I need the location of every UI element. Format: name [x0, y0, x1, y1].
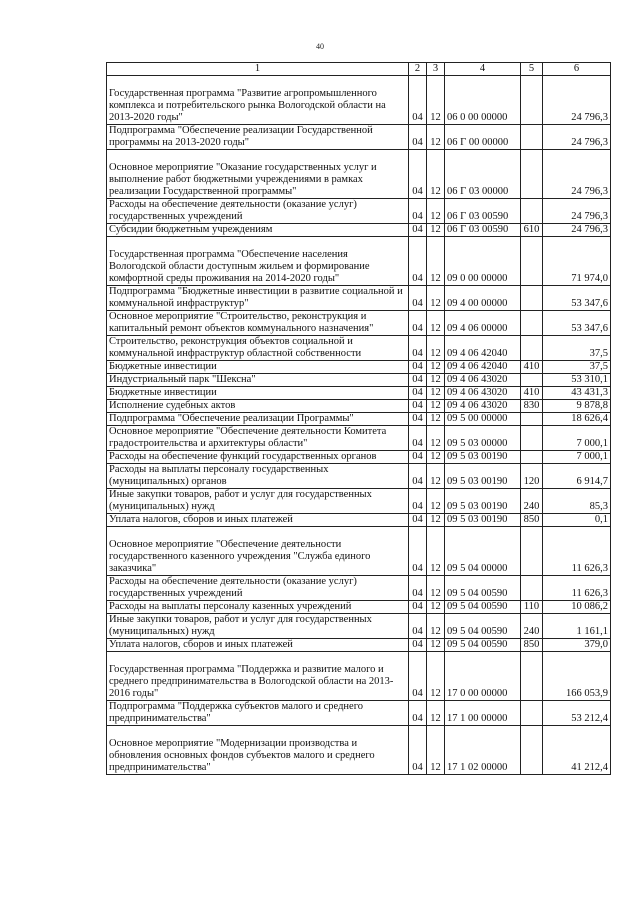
row-name-cell: Иные закупки товаров, работ и услуг для государственных (муниципальных) нужд [107, 489, 409, 514]
row-section-cell: 04 [409, 374, 427, 387]
row-subsection-cell: 12 [427, 426, 445, 451]
row-target-article-cell: 17 0 00 00000 [445, 652, 521, 701]
row-name-cell: Основное мероприятие "Обеспечение деятельности государственного казенного учреждения "Служба единого заказчика" [107, 527, 409, 576]
header-col-2: 2 [409, 63, 427, 76]
row-section-cell: 04 [409, 527, 427, 576]
row-amount-cell: 24 796,3 [543, 150, 611, 199]
page-number: 40 [316, 42, 324, 51]
row-amount-cell: 37,5 [543, 361, 611, 374]
row-subsection-cell: 12 [427, 701, 445, 726]
row-expense-type-cell [521, 527, 543, 576]
row-name-cell: Бюджетные инвестиции [107, 361, 409, 374]
row-name-cell: Строительство, реконструкция объектов социальной и коммунальной инфраструктур областной собственности [107, 336, 409, 361]
row-target-article-cell: 06 Г 00 00000 [445, 125, 521, 150]
row-name-cell: Основное мероприятие "Строительство, реконструкция и капитальный ремонт объектов коммунального назначения" [107, 311, 409, 336]
table-row [107, 76, 611, 125]
row-subsection-cell: 12 [427, 614, 445, 639]
table-row [107, 224, 611, 237]
row-target-article-cell: 09 5 03 00190 [445, 451, 521, 464]
table-row [107, 639, 611, 652]
row-amount-cell: 379,0 [543, 639, 611, 652]
row-name-cell: Государственная программа "Развитие агропромышленного комплекса и потребительского рынка Вологодской области на 2013-2020 годы" [107, 76, 409, 125]
budget-table [106, 62, 611, 775]
row-name-cell: Подпрограмма "Обеспечение реализации Программы" [107, 413, 409, 426]
row-amount-cell: 53 347,6 [543, 286, 611, 311]
row-section-cell: 04 [409, 237, 427, 286]
row-amount-cell: 53 347,6 [543, 311, 611, 336]
row-target-article-cell: 09 4 06 42040 [445, 336, 521, 361]
row-expense-type-cell [521, 336, 543, 361]
row-amount-cell: 1 161,1 [543, 614, 611, 639]
row-amount-cell: 11 626,3 [543, 576, 611, 601]
row-amount-cell: 7 000,1 [543, 426, 611, 451]
row-target-article-cell: 09 5 04 00590 [445, 639, 521, 652]
row-expense-type-cell [521, 311, 543, 336]
row-target-article-cell: 09 5 03 00000 [445, 426, 521, 451]
table-row [107, 701, 611, 726]
row-subsection-cell: 12 [427, 387, 445, 400]
row-subsection-cell: 12 [427, 527, 445, 576]
row-subsection-cell: 12 [427, 286, 445, 311]
row-target-article-cell: 09 4 00 00000 [445, 286, 521, 311]
table-row [107, 413, 611, 426]
row-target-article-cell: 09 5 04 00590 [445, 576, 521, 601]
row-name-cell: Уплата налогов, сборов и иных платежей [107, 514, 409, 527]
row-target-article-cell: 09 5 00 00000 [445, 413, 521, 426]
row-target-article-cell: 06 Г 03 00000 [445, 150, 521, 199]
table-row [107, 576, 611, 601]
row-target-article-cell: 09 4 06 00000 [445, 311, 521, 336]
table-row [107, 426, 611, 451]
row-target-article-cell: 06 Г 03 00590 [445, 199, 521, 224]
row-name-cell: Расходы на выплаты персоналу казенных учреждений [107, 601, 409, 614]
row-expense-type-cell: 850 [521, 639, 543, 652]
table-row [107, 199, 611, 224]
table-body [107, 76, 611, 775]
row-section-cell: 04 [409, 426, 427, 451]
row-section-cell: 04 [409, 387, 427, 400]
row-subsection-cell: 12 [427, 451, 445, 464]
table-header-row [107, 63, 611, 76]
row-subsection-cell: 12 [427, 199, 445, 224]
table-row [107, 451, 611, 464]
row-expense-type-cell [521, 652, 543, 701]
row-expense-type-cell [521, 374, 543, 387]
row-amount-cell: 18 626,4 [543, 413, 611, 426]
row-name-cell: Подпрограмма "Обеспечение реализации Государственной программы на 2013-2020 годы" [107, 125, 409, 150]
row-target-article-cell: 09 4 06 42040 [445, 361, 521, 374]
row-expense-type-cell: 240 [521, 489, 543, 514]
row-amount-cell: 10 086,2 [543, 601, 611, 614]
row-subsection-cell: 12 [427, 576, 445, 601]
table-row [107, 527, 611, 576]
row-expense-type-cell [521, 576, 543, 601]
row-section-cell: 04 [409, 451, 427, 464]
table-row [107, 150, 611, 199]
row-subsection-cell: 12 [427, 76, 445, 125]
row-subsection-cell: 12 [427, 413, 445, 426]
row-subsection-cell: 12 [427, 489, 445, 514]
row-section-cell: 04 [409, 413, 427, 426]
row-section-cell: 04 [409, 150, 427, 199]
table-row [107, 726, 611, 775]
row-section-cell: 04 [409, 311, 427, 336]
row-section-cell: 04 [409, 701, 427, 726]
row-target-article-cell: 17 1 02 00000 [445, 726, 521, 775]
row-amount-cell: 9 878,8 [543, 400, 611, 413]
row-section-cell: 04 [409, 726, 427, 775]
row-target-article-cell: 09 0 00 00000 [445, 237, 521, 286]
row-expense-type-cell [521, 726, 543, 775]
row-amount-cell: 71 974,0 [543, 237, 611, 286]
row-target-article-cell: 17 1 00 00000 [445, 701, 521, 726]
row-expense-type-cell [521, 413, 543, 426]
table-row [107, 125, 611, 150]
row-target-article-cell: 09 5 04 00590 [445, 614, 521, 639]
row-section-cell: 04 [409, 489, 427, 514]
row-amount-cell: 37,5 [543, 336, 611, 361]
row-expense-type-cell: 830 [521, 400, 543, 413]
row-target-article-cell: 09 4 06 43020 [445, 387, 521, 400]
row-name-cell: Индустриальный парк "Шексна" [107, 374, 409, 387]
row-name-cell: Бюджетные инвестиции [107, 387, 409, 400]
row-amount-cell: 41 212,4 [543, 726, 611, 775]
row-expense-type-cell [521, 286, 543, 311]
row-target-article-cell: 06 0 00 00000 [445, 76, 521, 125]
header-col-5: 5 [521, 63, 543, 76]
row-subsection-cell: 12 [427, 224, 445, 237]
row-amount-cell: 6 914,7 [543, 464, 611, 489]
row-section-cell: 04 [409, 199, 427, 224]
row-name-cell: Подпрограмма "Бюджетные инвестиции в развитие социальной и коммунальной инфраструктур" [107, 286, 409, 311]
header-col-3: 3 [427, 63, 445, 76]
row-name-cell: Исполнение судебных актов [107, 400, 409, 413]
row-name-cell: Государственная программа "Обеспечение населения Вологодской области доступным жильем и формирование комфортной среды проживания на 2014-2020 годы" [107, 237, 409, 286]
row-expense-type-cell [521, 701, 543, 726]
row-section-cell: 04 [409, 125, 427, 150]
header-col-4: 4 [445, 63, 521, 76]
row-amount-cell: 85,3 [543, 489, 611, 514]
row-name-cell: Субсидии бюджетным учреждениям [107, 224, 409, 237]
row-target-article-cell: 09 5 03 00190 [445, 489, 521, 514]
row-expense-type-cell [521, 451, 543, 464]
row-target-article-cell: 09 5 03 00190 [445, 514, 521, 527]
row-expense-type-cell: 610 [521, 224, 543, 237]
row-subsection-cell: 12 [427, 311, 445, 336]
row-subsection-cell: 12 [427, 237, 445, 286]
row-expense-type-cell: 240 [521, 614, 543, 639]
table-row [107, 614, 611, 639]
row-subsection-cell: 12 [427, 374, 445, 387]
table-row [107, 336, 611, 361]
row-expense-type-cell: 120 [521, 464, 543, 489]
row-name-cell: Уплата налогов, сборов и иных платежей [107, 639, 409, 652]
row-section-cell: 04 [409, 336, 427, 361]
table-row [107, 400, 611, 413]
row-amount-cell: 24 796,3 [543, 224, 611, 237]
row-amount-cell: 53 310,1 [543, 374, 611, 387]
row-name-cell: Основное мероприятие "Модернизации производства и обновления основных фондов субъектов малого и среднего предпринимательства" [107, 726, 409, 775]
header-col-6: 6 [543, 63, 611, 76]
row-amount-cell: 11 626,3 [543, 527, 611, 576]
row-name-cell: Подпрограмма "Поддержка субъектов малого и среднего предпринимательства" [107, 701, 409, 726]
row-amount-cell: 24 796,3 [543, 125, 611, 150]
row-section-cell: 04 [409, 514, 427, 527]
row-subsection-cell: 12 [427, 514, 445, 527]
row-name-cell: Расходы на обеспечение деятельности (оказание услуг) государственных учреждений [107, 576, 409, 601]
row-target-article-cell: 09 5 04 00590 [445, 601, 521, 614]
table-row [107, 237, 611, 286]
row-subsection-cell: 12 [427, 361, 445, 374]
row-amount-cell: 24 796,3 [543, 76, 611, 125]
row-subsection-cell: 12 [427, 639, 445, 652]
row-subsection-cell: 12 [427, 150, 445, 199]
table-row [107, 489, 611, 514]
row-expense-type-cell [521, 199, 543, 224]
row-amount-cell: 7 000,1 [543, 451, 611, 464]
row-expense-type-cell: 850 [521, 514, 543, 527]
row-expense-type-cell: 410 [521, 361, 543, 374]
row-section-cell: 04 [409, 76, 427, 125]
row-expense-type-cell [521, 237, 543, 286]
row-subsection-cell: 12 [427, 726, 445, 775]
row-section-cell: 04 [409, 576, 427, 601]
row-amount-cell: 43 431,3 [543, 387, 611, 400]
row-subsection-cell: 12 [427, 336, 445, 361]
row-name-cell: Расходы на выплаты персоналу государственных (муниципальных) органов [107, 464, 409, 489]
row-section-cell: 04 [409, 400, 427, 413]
row-section-cell: 04 [409, 286, 427, 311]
row-subsection-cell: 12 [427, 601, 445, 614]
row-target-article-cell: 06 Г 03 00590 [445, 224, 521, 237]
row-target-article-cell: 09 4 06 43020 [445, 400, 521, 413]
row-expense-type-cell [521, 150, 543, 199]
header-col-1: 1 [107, 63, 409, 76]
row-expense-type-cell [521, 76, 543, 125]
table-row [107, 514, 611, 527]
row-target-article-cell: 09 4 06 43020 [445, 374, 521, 387]
row-target-article-cell: 09 5 04 00000 [445, 527, 521, 576]
row-target-article-cell: 09 5 03 00190 [445, 464, 521, 489]
row-section-cell: 04 [409, 639, 427, 652]
table-row [107, 601, 611, 614]
table-row [107, 387, 611, 400]
row-name-cell: Основное мероприятие "Оказание государственных услуг и выполнение работ бюджетными учреждениями в рамках реализации Государственной программы" [107, 150, 409, 199]
row-section-cell: 04 [409, 614, 427, 639]
table-row [107, 286, 611, 311]
row-subsection-cell: 12 [427, 652, 445, 701]
row-expense-type-cell [521, 125, 543, 150]
row-name-cell: Государственная программа "Поддержка и развитие малого и среднего предпринимательства в Вологодской области на 2013-2016 годы" [107, 652, 409, 701]
table-row [107, 311, 611, 336]
row-name-cell: Иные закупки товаров, работ и услуг для государственных (муниципальных) нужд [107, 614, 409, 639]
row-expense-type-cell: 410 [521, 387, 543, 400]
table-row [107, 374, 611, 387]
row-amount-cell: 53 212,4 [543, 701, 611, 726]
row-section-cell: 04 [409, 601, 427, 614]
table-row [107, 464, 611, 489]
row-name-cell: Расходы на обеспечение функций государственных органов [107, 451, 409, 464]
row-expense-type-cell: 110 [521, 601, 543, 614]
row-section-cell: 04 [409, 361, 427, 374]
row-amount-cell: 166 053,9 [543, 652, 611, 701]
row-amount-cell: 0,1 [543, 514, 611, 527]
row-subsection-cell: 12 [427, 400, 445, 413]
table-row [107, 652, 611, 701]
row-name-cell: Расходы на обеспечение деятельности (оказание услуг) государственных учреждений [107, 199, 409, 224]
row-expense-type-cell [521, 426, 543, 451]
row-subsection-cell: 12 [427, 464, 445, 489]
row-subsection-cell: 12 [427, 125, 445, 150]
row-section-cell: 04 [409, 224, 427, 237]
row-name-cell: Основное мероприятие "Обеспечение деятельности Комитета градостроительства и архитектуры области" [107, 426, 409, 451]
row-section-cell: 04 [409, 652, 427, 701]
table-row [107, 361, 611, 374]
row-amount-cell: 24 796,3 [543, 199, 611, 224]
row-section-cell: 04 [409, 464, 427, 489]
